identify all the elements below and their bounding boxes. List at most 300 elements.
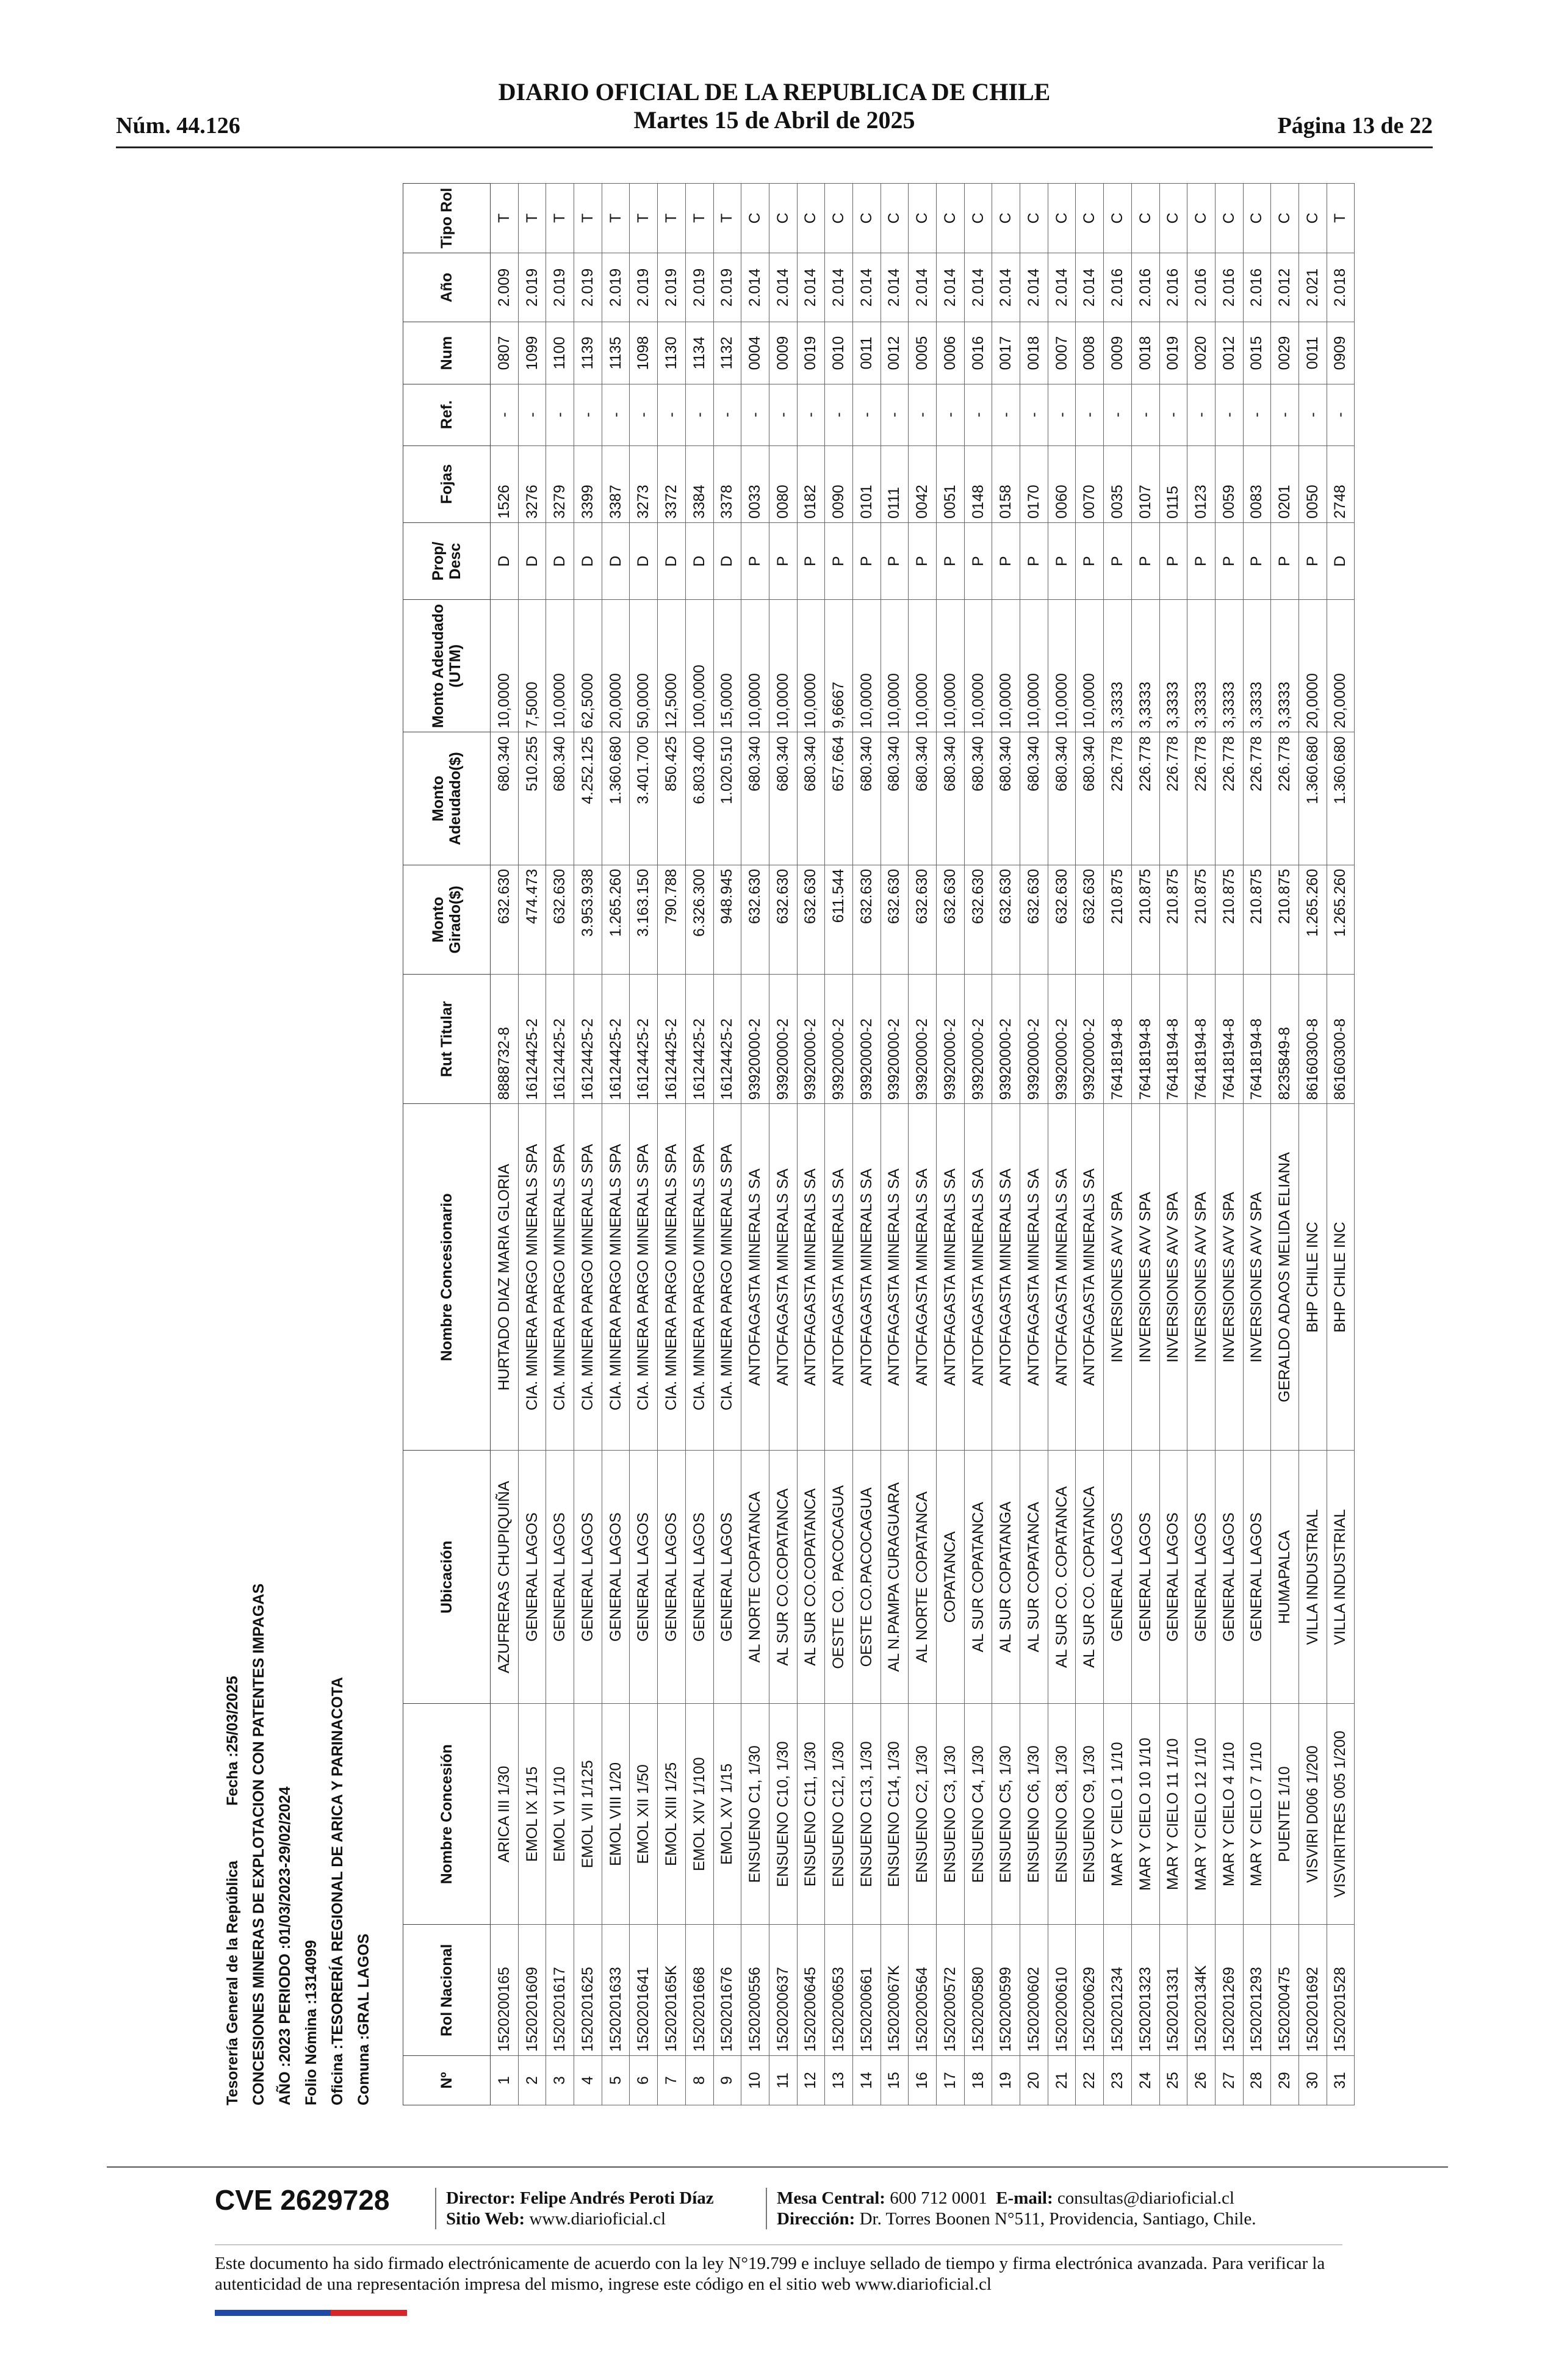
cell-n: 13 [825,2056,853,2105]
cell-num: 1099 [518,322,546,384]
cell-tipo: T [518,184,546,253]
director-name: Felipe Andrés Peroti Díaz [520,2188,714,2208]
cell-utm: 10,0000 [491,600,519,732]
col-header-tipo: Tipo Rol [403,184,491,253]
table-row [1048,184,1076,2105]
cell-tipo: C [1076,184,1104,253]
cell-adeudado: 226.778 [1187,732,1216,865]
cell-concesionario: CIA. MINERA PARGO MINERALS SPA [685,1104,713,1451]
cell-rol: 152020134K [1187,1925,1216,2056]
cell-num: 0005 [909,322,937,384]
cell-anio: 2.014 [797,253,825,322]
page-number: Página 13 de 22 [1277,113,1433,139]
cell-concesionario: CIA. MINERA PARGO MINERALS SPA [713,1104,741,1451]
issue-number: Núm. 44.126 [116,113,240,139]
table-row [741,184,769,2105]
cell-girado: 632.630 [741,865,769,974]
cell-tipo: C [797,184,825,253]
cell-num: 1132 [713,322,741,384]
cell-n: 1 [491,2056,519,2105]
cell-num: 0017 [992,322,1020,384]
cell-concesionario: ANTOFAGASTA MINERALS SA [1076,1104,1104,1451]
cell-anio: 2.014 [964,253,992,322]
cell-adeudado: 3.401.700 [630,732,658,865]
cell-ref: - [909,384,937,445]
cell-nombre: VISVIRITRES 005 1/200 [1327,1704,1355,1925]
cell-nombre: EMOL XII 1/50 [630,1704,658,1925]
cell-rut: 93920000-2 [769,975,797,1104]
cell-adeudado: 680.340 [491,732,519,865]
cell-fojas: 1526 [491,445,519,522]
cell-rol: 1520200564 [909,1925,937,2056]
cell-ubicacion: GENERAL LAGOS [1131,1451,1159,1704]
cell-rut: 93920000-2 [881,975,909,1104]
table-row [1076,184,1104,2105]
cell-rut: 86160300-8 [1327,975,1355,1104]
cell-fojas: 0060 [1048,445,1076,522]
cell-anio: 2.014 [1020,253,1048,322]
cell-girado: 790.788 [658,865,686,974]
meta-fecha: Fecha :25/03/2025 [224,1676,241,1806]
cell-concesionario: BHP CHILE INC [1298,1104,1327,1451]
cell-prop: P [1048,522,1076,599]
cell-anio: 2.016 [1187,253,1216,322]
cell-fojas: 3273 [630,445,658,522]
director-line [446,2188,714,2209]
cell-ubicacion: AL SUR CO. COPATANCA [1076,1451,1104,1704]
cell-girado: 632.630 [1020,865,1048,974]
cell-girado: 632.630 [797,865,825,974]
table-body [491,184,1355,2105]
cell-utm: 20,0000 [602,600,630,732]
cell-num: 0010 [825,322,853,384]
table-row [1020,184,1048,2105]
cell-adeudado: 510.255 [518,732,546,865]
cell-num: 0011 [852,322,881,384]
cell-anio: 2.016 [1159,253,1187,322]
cell-n: 18 [964,2056,992,2105]
cell-utm: 3,3333 [1187,600,1216,732]
cell-utm: 9,6667 [825,600,853,732]
cell-ref: - [713,384,741,445]
cell-prop: P [769,522,797,599]
col-header-nombre: Nombre Concesión [403,1704,491,1925]
cell-girado: 210.875 [1131,865,1159,974]
cell-nombre: EMOL VI 1/10 [546,1704,574,1925]
cell-rol: 1520200610 [1048,1925,1076,2056]
cell-tipo: C [1215,184,1243,253]
cell-n: 6 [630,2056,658,2105]
cell-anio: 2.014 [1048,253,1076,322]
cell-n: 7 [658,2056,686,2105]
table-row [1243,184,1271,2105]
meta-line-4: Folio Nómina :1314099 [303,1940,320,2105]
cell-nombre: ENSUENO C3, 1/30 [937,1704,965,1925]
cell-adeudado: 680.340 [881,732,909,865]
cell-num: 0004 [741,322,769,384]
cell-girado: 474.473 [518,865,546,974]
cell-anio: 2.014 [852,253,881,322]
report-metadata [220,1373,377,2105]
cell-concesionario: ANTOFAGASTA MINERALS SA [964,1104,992,1451]
cell-fojas: 0107 [1131,445,1159,522]
cell-tipo: C [1298,184,1327,253]
cell-n: 10 [741,2056,769,2105]
cell-fojas: 0042 [909,445,937,522]
cell-girado: 632.630 [1048,865,1076,974]
cell-num: 0019 [1159,322,1187,384]
cell-n: 19 [992,2056,1020,2105]
cell-anio: 2.014 [825,253,853,322]
cell-num: 0007 [1048,322,1076,384]
cell-tipo: C [852,184,881,253]
address-line [777,2209,1256,2229]
cell-ubicacion: AL NORTE COPATANCA [741,1451,769,1704]
cell-rol: 1520200602 [1020,1925,1048,2056]
cell-concesionario: CIA. MINERA PARGO MINERALS SPA [518,1104,546,1451]
cell-concesionario: CIA. MINERA PARGO MINERALS SPA [630,1104,658,1451]
cell-tipo: T [491,184,519,253]
footer-director-block [435,2188,714,2229]
cell-num: 0006 [937,322,965,384]
cell-n: 23 [1104,2056,1132,2105]
cell-ubicacion: GENERAL LAGOS [1159,1451,1187,1704]
cell-tipo: C [937,184,965,253]
cell-rut: 8888732-8 [491,975,519,1104]
cell-rol: 1520201234 [1104,1925,1132,2056]
cell-n: 22 [1076,2056,1104,2105]
cell-concesionario: CIA. MINERA PARGO MINERALS SPA [546,1104,574,1451]
cell-anio: 2.014 [992,253,1020,322]
footer-contact-block [766,2188,1256,2229]
table-row [574,184,602,2105]
cell-num: 0807 [491,322,519,384]
cell-fojas: 0148 [964,445,992,522]
cell-fojas: 0035 [1104,445,1132,522]
cell-n: 16 [909,2056,937,2105]
cell-concesionario: CIA. MINERA PARGO MINERALS SPA [602,1104,630,1451]
table-row [602,184,630,2105]
cell-utm: 20,0000 [1298,600,1327,732]
cell-girado: 632.630 [937,865,965,974]
table-row [1159,184,1187,2105]
cell-anio: 2.016 [1243,253,1271,322]
cell-rut: 93920000-2 [852,975,881,1104]
cell-num: 1130 [658,322,686,384]
cell-girado: 1.265.260 [1298,865,1327,974]
cell-nombre: ENSUENO C12, 1/30 [825,1704,853,1925]
cell-utm: 10,0000 [1020,600,1048,732]
cell-ubicacion: GENERAL LAGOS [685,1451,713,1704]
cell-ref: - [1131,384,1159,445]
cell-anio: 2.019 [658,253,686,322]
contact-line [777,2188,1256,2209]
cell-nombre: MAR Y CIELO 12 1/10 [1187,1704,1216,1925]
cell-concesionario: ANTOFAGASTA MINERALS SA [881,1104,909,1451]
cell-fojas: 3279 [546,445,574,522]
cell-nombre: ENSUENO C11, 1/30 [797,1704,825,1925]
cell-prop: P [741,522,769,599]
cell-ubicacion: AL SUR CO.COPATANCA [797,1451,825,1704]
cell-nombre: ARICA III 1/30 [491,1704,519,1925]
cell-rut: 76418194-8 [1131,975,1159,1104]
cell-rol: 1520201528 [1327,1925,1355,2056]
cell-adeudado: 226.778 [1215,732,1243,865]
cell-anio: 2.014 [937,253,965,322]
cell-ubicacion: OESTE CO. PACOCAGUA [825,1451,853,1704]
cell-tipo: C [964,184,992,253]
director-label: Director: [446,2188,516,2208]
cell-tipo: C [1187,184,1216,253]
cell-num: 0009 [769,322,797,384]
cell-nombre: EMOL IX 1/15 [518,1704,546,1925]
cell-fojas: 3387 [602,445,630,522]
cell-rut: 16124425-2 [658,975,686,1104]
cell-ref: - [1271,384,1299,445]
cell-fojas: 0051 [937,445,965,522]
cell-rut: 76418194-8 [1159,975,1187,1104]
cell-n: 2 [518,2056,546,2105]
cell-girado: 611.544 [825,865,853,974]
cell-ref: - [630,384,658,445]
cell-rol: 1520201625 [574,1925,602,2056]
cell-prop: D [546,522,574,599]
col-header-rol: Rol Nacional [403,1925,491,2056]
cell-tipo: T [602,184,630,253]
cell-fojas: 3276 [518,445,546,522]
cell-fojas: 0070 [1076,445,1104,522]
cell-utm: 10,0000 [992,600,1020,732]
cell-n: 26 [1187,2056,1216,2105]
cell-prop: P [797,522,825,599]
cell-n: 30 [1298,2056,1327,2105]
cell-adeudado: 680.340 [852,732,881,865]
cell-ref: - [685,384,713,445]
cell-ubicacion: GENERAL LAGOS [658,1451,686,1704]
cell-prop: P [1104,522,1132,599]
website-link[interactable]: www.diarioficial.cl [529,2209,666,2229]
cell-concesionario: INVERSIONES AVV SPA [1215,1104,1243,1451]
cell-rut: 16124425-2 [518,975,546,1104]
cell-fojas: 0158 [992,445,1020,522]
cell-num: 0011 [1298,322,1327,384]
meta-institution: Tesorería General de la República [224,1860,241,2105]
cell-num: 1135 [602,322,630,384]
cell-concesionario: BHP CHILE INC [1327,1104,1355,1451]
cell-adeudado: 680.340 [1076,732,1104,865]
cell-fojas: 0201 [1271,445,1299,522]
website-label: Sitio Web: [446,2209,525,2229]
cell-girado: 3.163.150 [630,865,658,974]
email-link[interactable]: consultas@diarioficial.cl [1057,2188,1234,2208]
cell-tipo: T [630,184,658,253]
cell-prop: D [713,522,741,599]
cell-nombre: PUENTE 1/10 [1271,1704,1299,1925]
cell-rut: 16124425-2 [546,975,574,1104]
cell-rut: 76418194-8 [1243,975,1271,1104]
cell-utm: 3,3333 [1104,600,1132,732]
cell-nombre: MAR Y CIELO 11 1/10 [1159,1704,1187,1925]
legal-notice: Este documento ha sido firmado electrónicamente de acuerdo con la ley N°19.799 e incluye sellado de tiempo y firma electrónica avanzada. Para verificar la autenticidad de una representación impresa del mismo, ingrese este código en el sitio web www.diarioficial.cl [215,2254,1325,2294]
cell-ref: - [1187,384,1216,445]
cell-n: 3 [546,2056,574,2105]
cell-girado: 632.630 [909,865,937,974]
cell-tipo: T [574,184,602,253]
cell-prop: P [852,522,881,599]
cell-nombre: ENSUENO C13, 1/30 [852,1704,881,1925]
cell-rol: 1520201676 [713,1925,741,2056]
cell-tipo: T [713,184,741,253]
cell-fojas: 0033 [741,445,769,522]
cell-prop: D [658,522,686,599]
table-row [964,184,992,2105]
cell-girado: 210.875 [1215,865,1243,974]
cell-ref: - [1243,384,1271,445]
cell-rol: 1520200599 [992,1925,1020,2056]
cell-concesionario: CIA. MINERA PARGO MINERALS SPA [574,1104,602,1451]
cell-ubicacion: AL N.PAMPA CURAGUARA [881,1451,909,1704]
cell-rol: 1520200572 [937,1925,965,2056]
table-row [1131,184,1159,2105]
cell-num: 0020 [1187,322,1216,384]
cell-tipo: C [825,184,853,253]
cell-ubicacion: AL SUR COPATANGA [992,1451,1020,1704]
cell-ubicacion: AZUFRERAS CHUPIQUIÑA [491,1451,519,1704]
cell-fojas: 3372 [658,445,686,522]
cell-girado: 632.630 [769,865,797,974]
cell-concesionario: ANTOFAGASTA MINERALS SA [937,1104,965,1451]
cell-n: 8 [685,2056,713,2105]
cell-girado: 632.630 [881,865,909,974]
cell-girado: 632.630 [491,865,519,974]
cell-n: 14 [852,2056,881,2105]
table-row [1271,184,1299,2105]
cell-prop: D [602,522,630,599]
table-row [992,184,1020,2105]
cell-fojas: 0170 [1020,445,1048,522]
cell-adeudado: 1.020.510 [713,732,741,865]
cell-fojas: 0111 [881,445,909,522]
table-row [685,184,713,2105]
cell-ubicacion: AL SUR CO.COPATANCA [769,1451,797,1704]
cell-utm: 100,0000 [685,600,713,732]
cell-n: 28 [1243,2056,1271,2105]
cell-rol: 1520201668 [685,1925,713,2056]
cell-adeudado: 680.340 [992,732,1020,865]
cell-tipo: C [1104,184,1132,253]
cell-rut: 93920000-2 [1076,975,1104,1104]
mesa-label: Mesa Central: [777,2188,885,2208]
cell-fojas: 0080 [769,445,797,522]
cell-utm: 15,0000 [713,600,741,732]
cell-prop: P [1215,522,1243,599]
cell-concesionario: ANTOFAGASTA MINERALS SA [992,1104,1020,1451]
cell-utm: 10,0000 [964,600,992,732]
cell-fojas: 3384 [685,445,713,522]
cell-prop: P [1187,522,1216,599]
cell-prop: P [937,522,965,599]
cell-girado: 632.630 [964,865,992,974]
header-center [116,78,1433,134]
cell-ref: - [937,384,965,445]
cell-utm: 10,0000 [546,600,574,732]
cell-ubicacion: GENERAL LAGOS [546,1451,574,1704]
meta-line-3: AÑO :2023 PERIODO :01/03/2023-29/02/2024 [276,1786,294,2105]
cell-num: 0009 [1104,322,1132,384]
cell-rol: 1520201323 [1131,1925,1159,2056]
cell-fojas: 2748 [1327,445,1355,522]
cell-num: 0008 [1076,322,1104,384]
cell-prop: D [574,522,602,599]
cell-rol: 1520200637 [769,1925,797,2056]
cell-rol: 1520201609 [518,1925,546,2056]
cell-anio: 2.014 [741,253,769,322]
cell-rol: 1520201331 [1159,1925,1187,2056]
cell-concesionario: ANTOFAGASTA MINERALS SA [797,1104,825,1451]
col-header-n: Nº [403,2056,491,2105]
cell-fojas: 0123 [1187,445,1216,522]
cell-ubicacion: VILLA INDUSTRIAL [1298,1451,1327,1704]
cell-utm: 3,3333 [1271,600,1299,732]
cell-tipo: T [546,184,574,253]
cell-n: 4 [574,2056,602,2105]
cell-prop: D [630,522,658,599]
cell-utm: 62,5000 [574,600,602,732]
cell-girado: 210.875 [1104,865,1132,974]
cell-nombre: ENSUENO C14, 1/30 [881,1704,909,1925]
cell-nombre: ENSUENO C8, 1/30 [1048,1704,1076,1925]
cell-num: 0029 [1271,322,1299,384]
mesa-phone: 600 712 0001 [890,2188,987,2208]
cell-concesionario: ANTOFAGASTA MINERALS SA [741,1104,769,1451]
cell-rut: 16124425-2 [602,975,630,1104]
cell-num: 1134 [685,322,713,384]
cell-girado: 1.265.260 [1327,865,1355,974]
cell-prop: P [1131,522,1159,599]
cell-adeudado: 680.340 [797,732,825,865]
table-row [1104,184,1132,2105]
cell-utm: 3,3333 [1131,600,1159,732]
table-row [1298,184,1327,2105]
cell-concesionario: ANTOFAGASTA MINERALS SA [1020,1104,1048,1451]
cell-rut: 93920000-2 [992,975,1020,1104]
cell-anio: 2.012 [1271,253,1299,322]
cell-adeudado: 680.340 [937,732,965,865]
cell-utm: 3,3333 [1159,600,1187,732]
cell-adeudado: 680.340 [1048,732,1076,865]
cell-nombre: MAR Y CIELO 10 1/10 [1131,1704,1159,1925]
cell-rol: 1520201269 [1215,1925,1243,2056]
cell-ubicacion: AL SUR COPATANCA [964,1451,992,1704]
cell-utm: 10,0000 [881,600,909,732]
cell-nombre: MAR Y CIELO 7 1/10 [1243,1704,1271,1925]
cell-ref: - [1215,384,1243,445]
cell-anio: 2.019 [685,253,713,322]
meta-line-1 [220,1373,246,2105]
cell-adeudado: 226.778 [1159,732,1187,865]
cell-rut: 93920000-2 [909,975,937,1104]
cell-adeudado: 680.340 [909,732,937,865]
cell-prop: D [491,522,519,599]
cell-anio: 2.014 [881,253,909,322]
cell-ref: - [1048,384,1076,445]
cell-rut: 93920000-2 [825,975,853,1104]
cell-tipo: T [658,184,686,253]
cell-num: 0015 [1243,322,1271,384]
cell-fojas: 0182 [797,445,825,522]
cell-n: 9 [713,2056,741,2105]
cell-rol: 1520201617 [546,1925,574,2056]
